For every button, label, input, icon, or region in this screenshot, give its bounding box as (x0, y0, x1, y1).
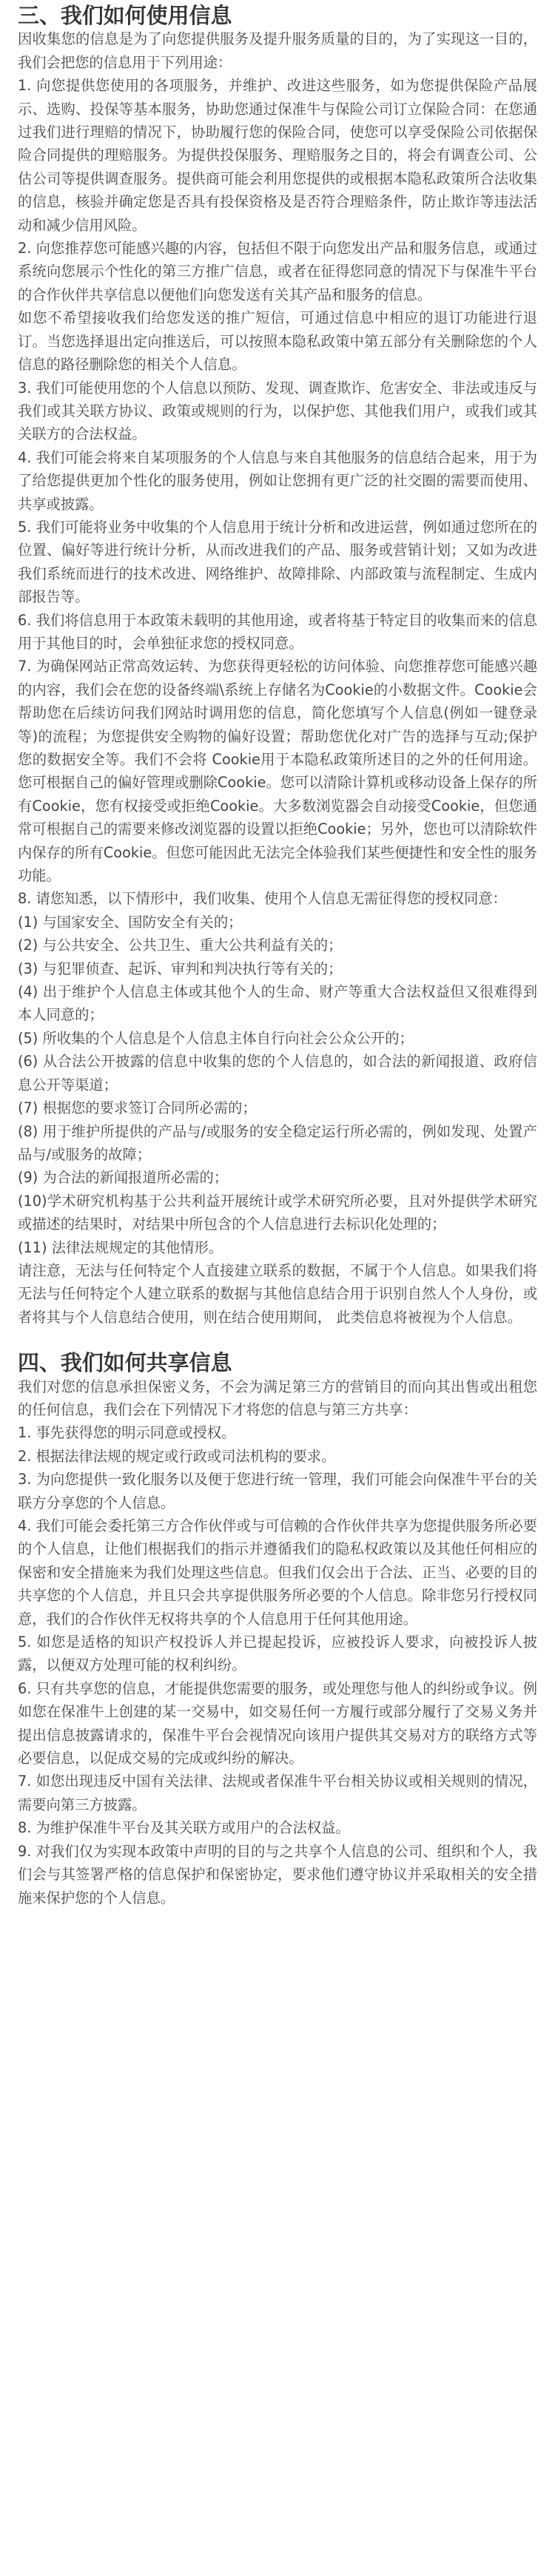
section-how-we-use-info (18, 4, 537, 1329)
paragraph: 2. 根据法律法规的规定或行政或司法机构的要求。 (18, 1447, 336, 1465)
paragraph: 2. 向您推荐您可能感兴趣的内容，包括但不限于向您发出产品和服务信息，或通过系统向您展示个性化的第三方推广信息，或者在征得您同意的情况下与保准牛平台的合作伙伴共享信息以便他们向您发送有关其产品和服务的信息。 (18, 240, 537, 303)
list-item: (11) 法律法规规定的其他情形。 (18, 1238, 223, 1256)
list-item: (2) 与公共安全、公共卫生、重大公共利益有关的； (18, 937, 343, 954)
list-item: (7) 根据您的要求签订合同所必需的； (18, 1099, 257, 1117)
section-how-we-share-info (18, 1352, 537, 1909)
list-item: (8) 用于维护所提供的产品与/或服务的安全稳定运行所必需的，例如发现、处置产品与/或服务的故障； (18, 1122, 537, 1163)
paragraph: 8. 为维护保准牛平台及其关联方或用户的合法权益。 (18, 1819, 350, 1837)
paragraph: 7. 为确保网站正常高效运转、为您获得更轻松的访问体验、向您推荐您可能感兴趣的内容，我们会在您的设备终端\系统上存储名为Cookie的小数据文件。Cookie会帮助您在后续访问我们网站时调用您的信息，简化您填写个人信息(例如一键登录等)的流程；为您提供安全购物的偏好设置；帮助您优化对广告的选择与互动;保护您的数据安全等。我们不会将 Cookie用于本隐私政策所述目的之外的任何用途。您可根据自己的偏好管理或删除Cookie。您可以清除计算机或移动设备上保存的所有Cookie，您有权接受或拒绝Cookie。大多数浏览器会自动接受Cookie，但您通常可根据自己的需要来修改浏览器的设置以拒绝Cookie；另外，您也可以清除软件内保存的所有Cookie。但您可能因此无法完全体验我们某些便捷性和安全性的服务功能。 (18, 658, 537, 885)
paragraph: 7. 如您出现违反中国有关法律、法规或者保准牛平台相关协议或相关规则的情况，需要向第三方披露。 (18, 1773, 537, 1813)
list-item: (1) 与国家安全、国防安全有关的； (18, 913, 243, 931)
list-item: (10)学术研究机构基于公共利益开展统计或学术研究所必要，且对外提供学术研究或描述的结果时，对结果中所包含的个人信息进行去标识化处理的； (18, 1192, 537, 1233)
paragraph: 因收集您的信息是为了向您提供服务及提升服务质量的目的，为了实现这一目的，我们会把您的信息用于下列用途： (18, 30, 537, 71)
paragraph: 8. 请您知悉，以下情形中，我们收集、使用个人信息无需征得您的授权同意： (18, 890, 507, 908)
list-item: (5) 所收集的个人信息是个人信息主体自行向社会公众公开的； (18, 1029, 414, 1047)
list-item: (6) 从合法公开披露的信息中收集的您的个人信息的，如合法的新闻报道、政府信息公开等渠道； (18, 1053, 537, 1093)
section-title: 四、我们如何共享信息 (18, 1350, 232, 1376)
section-spacer (18, 1329, 537, 1352)
paragraph: 3. 为向您提供一致化服务以及便于您进行统一管理，我们可能会向保准牛平台的关联方分享您的个人信息。 (18, 1471, 537, 1511)
paragraph: 请注意，无法与任何特定个人直接建立联系的数据，不属于个人信息。如果我们将无法与任何特定个人建立联系的数据与其他信息结合用于识别自然人个人身份，或者将其与个人信息结合使用，则在结合使用期间， 此类信息将被视为个人信息。 (18, 1261, 537, 1326)
paragraph: 4. 我们可能会将来自某项服务的个人信息与来自其他服务的信息结合起来，用于为了给您提供更加个性化的服务使用，例如让您拥有更广泛的社交圈的需要而使用、共享或披露。 (18, 448, 537, 513)
list-item: (3) 与犯罪侦查、起诉、审判和判决执行等有关的； (18, 960, 343, 977)
paragraph: 6. 只有共享您的信息，才能提供您需要的服务，或处理您与他人的纠纷或争议。例如您在保准牛上创建的某一交易中，如交易任何一方履行或部分履行了交易义务并提出信息披露请求的，保准牛平台会视情况向该用户提供其交易对方的联络方式等必要信息，以促成交易的完成或纠纷的解决。 (18, 1679, 537, 1767)
paragraph: 9. 对我们仅为实现本政策中声明的目的与之共享个人信息的公司、组织和个人，我们会与其签署严格的信息保护和保密协定，要求他们遵守协议并采取相关的安全措施来保护您的个人信息。 (18, 1842, 537, 1906)
paragraph: 1. 事先获得您的明示同意或授权。 (18, 1424, 236, 1442)
paragraph: 6. 我们将信息用于本政策未载明的其他用途，或者将基于特定目的收集而来的信息用于其他目的时，会单独征求您的授权同意。 (18, 611, 537, 652)
paragraph: 我们对您的信息承担保密义务，不会为满足第三方的营销目的而向其出售或出租您的任何信息，我们会在下列情况下才将您的信息与第三方共享： (18, 1378, 537, 1418)
paragraph: 1. 向您提供您使用的各项服务，并维护、改进这些服务，如为您提供保险产品展示、选购、投保等基本服务，协助您通过保准牛与保险公司订立保险合同：在您通过我们进行理赔的情况下，协助履行您的保险合同，使您可以享受保险公司依据保险合同提供的理赔服务。为提供投保服务、理赔服务之目的，将会有调查公司、公估公司等提供调查服务。提供商可能会利用您提供的或根据本隐私政策所合法收集的信息，核验并确定您是否具有投保资格及是否符合理赔条件，防止欺诈等违法活动和减少信用风险。 (18, 77, 537, 234)
paragraph: 3. 我们可能使用您的个人信息以预防、发现、调查欺诈、危害安全、非法或违反与我们或其关联方协议、政策或规则的行为，以保护您、其他我们用户，或我们或其关联方的合法权益。 (18, 379, 537, 443)
paragraph: 4. 我们可能会委托第三方合作伙伴或与可信赖的合作伙伴共享为您提供服务所必要的个人信息，让他们根据我们的指示并遵循我们的隐私权政策以及其他任何相应的保密和安全措施来为我们处理这些信息。但我们仅会出于合法、正当、必要的目的共享您的个人信息，并且只会共享提供服务所必要的个人信息。除非您另行授权同意，我们的合作伙伴无权将共享的个人信息用于任何其他用途。 (18, 1517, 537, 1628)
list-item: (4) 出于维护个人信息主体或其他个人的生命、财产等重大合法权益但又很难得到本人同意的； (18, 983, 537, 1024)
paragraph: 5. 如您是适格的知识产权投诉人并已提起投诉，应被投诉人要求，向被投诉人披露，以便双方处理可能的权利纠纷。 (18, 1633, 537, 1674)
section-title: 三、我们如何使用信息 (18, 3, 232, 28)
list-item: (9) 为合法的新闻报道所必需的； (18, 1169, 229, 1187)
paragraph: 5. 我们可能将业务中收集的个人信息用于统计分析和改进运营，例如通过您所在的位置、偏好等进行统计分析，从而改进我们的产品、服务或营销计划；又如为改进我们系统而进行的技术改进、网络维护、故障排除、内部政策与流程制定、生成内部报告等。 (18, 518, 537, 606)
paragraph: 如您不希望接收我们给您发送的推广短信，可通过信息中相应的退订功能进行退订。当您选择退出定向推送后，可以按照本隐私政策中第五部分有关删除您的个人信息的路径删除您的相关个人信息。 (18, 309, 537, 374)
